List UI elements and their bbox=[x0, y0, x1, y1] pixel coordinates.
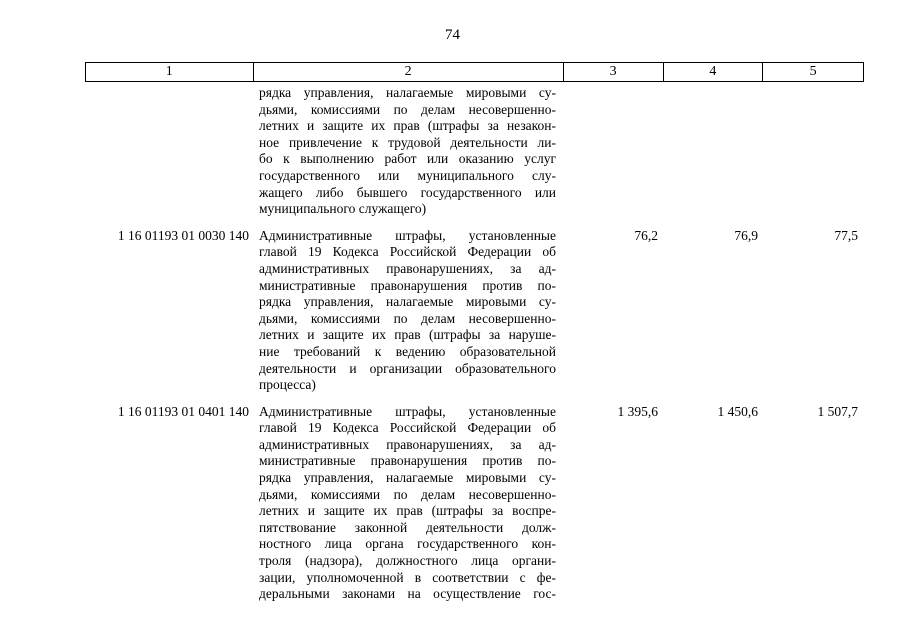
description bbox=[253, 228, 564, 394]
value-col-3: 76,2 bbox=[634, 227, 658, 243]
table-body bbox=[85, 85, 864, 603]
description-line: ное привлечение к трудовой деятельности ли- bbox=[259, 134, 556, 150]
budget-code: 1 16 01193 01 0401 140 bbox=[117, 403, 249, 419]
description-line: рядка управления, налагаемые мировыми су- bbox=[259, 85, 556, 100]
value-col-3: 1 395,6 bbox=[617, 403, 658, 419]
column-header-3: 3 bbox=[564, 63, 664, 81]
table-row bbox=[85, 228, 864, 394]
description-line: главой 19 Кодекса Российской Федерации об bbox=[259, 244, 556, 260]
description-line: дьями, комиссиями по делам несовершенно- bbox=[259, 101, 556, 117]
description-line: рядка управления, налагаемые мировыми су- bbox=[259, 294, 556, 310]
description-line: дьями, комиссиями по делам несовершенно- bbox=[259, 486, 556, 502]
table-header bbox=[85, 62, 864, 82]
description-line: процесса) bbox=[259, 377, 316, 393]
description-line: летних и защите их прав (штрафы за наруше- bbox=[259, 327, 556, 343]
description-line: рядка управления, налагаемые мировыми су- bbox=[259, 470, 556, 486]
table-row bbox=[85, 85, 864, 218]
description bbox=[253, 404, 564, 603]
description-line: муниципального служащего) bbox=[259, 201, 427, 217]
description-line: бо к выполнению работ или оказанию услуг bbox=[259, 151, 556, 167]
column-header-5: 5 bbox=[809, 64, 817, 79]
budget-code: 1 16 01193 01 0030 140 bbox=[117, 227, 249, 243]
description-line: пятствование законной деятельности долж- bbox=[259, 519, 556, 535]
column-header-1: 1 bbox=[86, 63, 254, 81]
description-line: государственного или муниципального слу- bbox=[259, 167, 556, 183]
table-row bbox=[85, 404, 864, 603]
description-line: летних и защите их прав (штрафы за воспре- bbox=[259, 503, 556, 519]
column-header-2: 2 bbox=[254, 63, 564, 81]
description-line: Административные штрафы, установленные bbox=[259, 227, 556, 243]
value-col-5: 1 507,7 bbox=[817, 403, 858, 419]
description-line: летних и защите их прав (штрафы за незакон- bbox=[259, 118, 556, 134]
value-col-4: 1 450,6 bbox=[717, 403, 758, 419]
description-line: деятельности и организации образовательного bbox=[259, 360, 556, 376]
description-line: министративные правонарушения против по- bbox=[259, 453, 556, 469]
column-header-4: 4 bbox=[664, 63, 764, 81]
page-number: 74 bbox=[445, 27, 460, 43]
description bbox=[253, 85, 564, 218]
description-line: зации, уполномоченной в соответствии с фе- bbox=[259, 569, 556, 585]
description-line: ние требований к ведению образовательной bbox=[259, 343, 556, 359]
description-line: административных правонарушениях, за ад- bbox=[259, 436, 556, 452]
description-line: министративные правонарушения против по- bbox=[259, 277, 556, 293]
description-line: Административные штрафы, установленные bbox=[259, 403, 556, 419]
description-line: дьями, комиссиями по делам несовершенно- bbox=[259, 310, 556, 326]
description-line: троля (надзора), должностного лица органи- bbox=[259, 553, 556, 569]
value-col-4: 76,9 bbox=[734, 227, 758, 243]
value-col-5: 77,5 bbox=[834, 227, 858, 243]
description-line: жащего либо бывшего государственного или bbox=[259, 184, 556, 200]
description-line: административных правонарушениях, за ад- bbox=[259, 260, 556, 276]
description-line: деральными законами на осуществление гос- bbox=[259, 586, 556, 602]
description-line: ностного лица органа государственного кон- bbox=[259, 536, 556, 552]
description-line: главой 19 Кодекса Российской Федерации об bbox=[259, 420, 556, 436]
